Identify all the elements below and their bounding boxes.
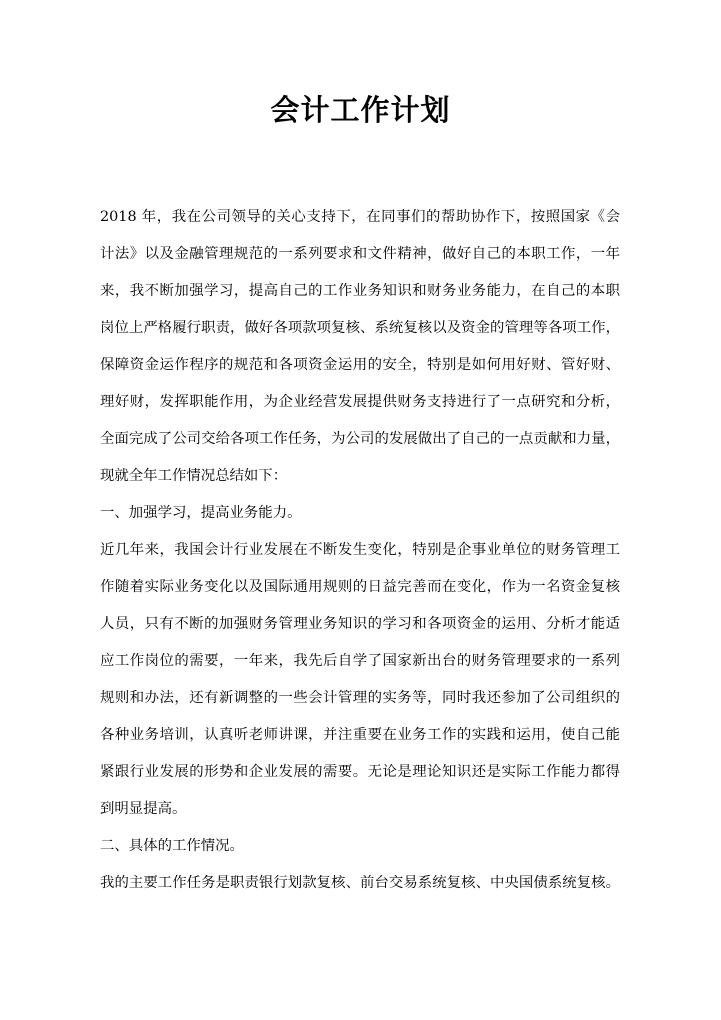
text-line: 近几年来，我国会计行业发展在不断发生变化，特别是企事业单位的财务管理工 [100,542,620,558]
text-line: 到明显提高。 [100,801,187,817]
text-line: 计法》以及金融管理规范的一系列要求和文件精神，做好自己的本职工作，一年 [100,246,620,262]
text-line: 岗位上严格履行职责，做好各项款项复核、系统复核以及资金的管理等各项工作， [100,320,620,336]
text-line: 一、加强学习，提高业务能力。 [100,505,302,521]
text-line: 人员，只有不断的加强财务管理业务知识的学习和各项资金的运用、分析才能适 [100,616,620,632]
text-line: 理好财，发挥职能作用，为企业经营发展提供财务支持进行了一点研究和分析， [100,394,620,410]
text-line: 2018 年，我在公司领导的关心支持下，在同事们的帮助协作下，按照国家《会 [100,209,620,225]
document-body [100,199,620,902]
text-line: 全面完成了公司交给各项工作任务，为公司的发展做出了自己的一点贡献和力量， [100,431,620,447]
text-line: 保障资金运作程序的规范和各项资金运用的安全，特别是如何用好财、管好财、 [100,357,620,373]
text-line: 来，我不断加强学习，提高自己的工作业务知识和财务业务能力，在自己的本职 [100,283,620,299]
text-line: 作随着实际业务变化以及国际通用规则的日益完善而在变化，作为一名资金复核 [100,579,620,595]
text-line: 应工作岗位的需要，一年来，我先后自学了国家新出台的财务管理要求的一系列 [100,653,620,669]
document-title: 会计工作计划 [270,93,451,127]
text-line: 我的主要工作任务是职责银行划款复核、前台交易系统复核、中央国债系统复核。 [100,875,620,891]
text-line: 各种业务培训，认真听老师讲课，并注重要在业务工作的实践和运用，使自己能 [100,727,620,743]
text-line: 现就全年工作情况总结如下： [100,468,288,484]
text-line: 规则和办法，还有新调整的一些会计管理的实务等，同时我还参加了公司组织的 [100,690,620,706]
text-line: 二、具体的工作情况。 [100,838,244,854]
text-line: 紧跟行业发展的形势和企业发展的需要。无论是理论知识还是实际工作能力都得 [100,764,620,780]
